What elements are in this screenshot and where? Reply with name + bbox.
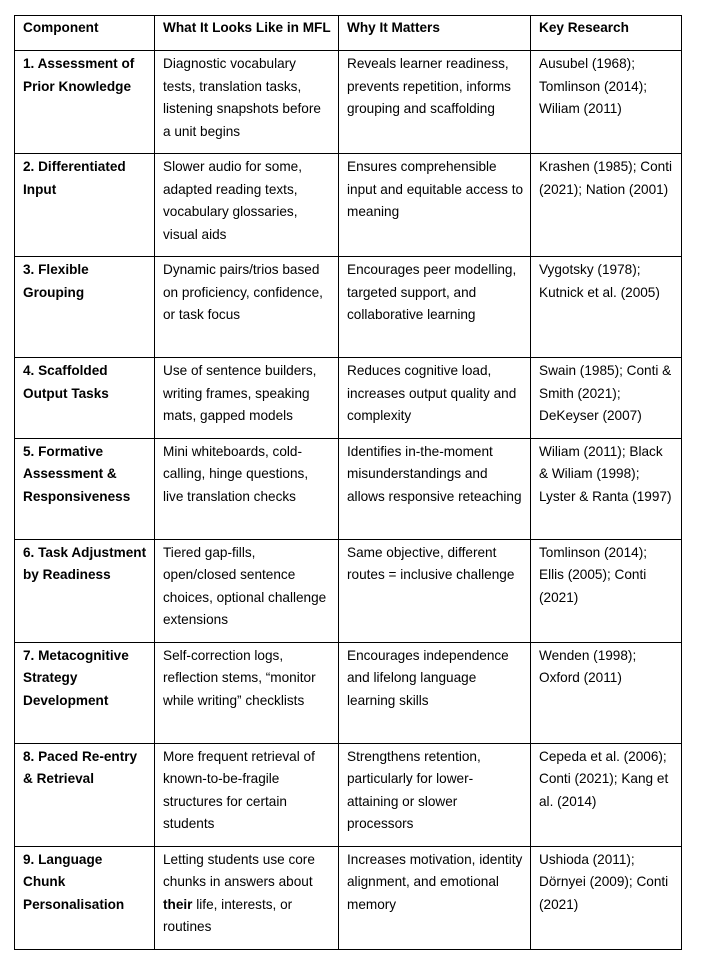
why-cell: Encourages peer modelling, targeted support, and collaborative learning (339, 257, 531, 358)
looks-like-cell: More frequent retrieval of known-to-be-fragile structures for certain students (155, 743, 339, 846)
why-cell: Reduces cognitive load, increases output quality and complexity (339, 358, 531, 439)
table-row (15, 358, 682, 439)
research-cell: Ausubel (1968); Tomlinson (2014); Wiliam (2011) (531, 51, 682, 154)
why-cell: Reveals learner readiness, prevents repetition, informs grouping and scaffolding (339, 51, 531, 154)
looks-like-text-start: Letting students use core chunks in answers about (163, 851, 315, 889)
looks-like-cell: Dynamic pairs/trios based on proficiency, confidence, or task focus (155, 257, 339, 358)
looks-like-text-end: life, interests, or routines (163, 896, 293, 934)
component-cell: 9. Language Chunk Personalisation (15, 846, 155, 949)
table-row (15, 51, 682, 154)
research-cell: Wiliam (2011); Black & Wiliam (1998); Lyster & Ranta (1997) (531, 438, 682, 539)
looks-like-cell: Mini whiteboards, cold-calling, hinge questions, live translation checks (155, 438, 339, 539)
research-cell: Cepeda et al. (2006); Conti (2021); Kang et al. (2014) (531, 743, 682, 846)
looks-like-cell: Diagnostic vocabulary tests, translation tasks, listening snapshots before a unit begins (155, 51, 339, 154)
header-why-it-matters: Why It Matters (339, 16, 531, 51)
header-looks-like: What It Looks Like in MFL (155, 16, 339, 51)
header-component: Component (15, 16, 155, 51)
component-cell: 5. Formative Assessment & Responsiveness (15, 438, 155, 539)
research-cell: Vygotsky (1978); Kutnick et al. (2005) (531, 257, 682, 358)
why-cell: Encourages independence and lifelong language learning skills (339, 642, 531, 743)
looks-like-cell: Self-correction logs, reflection stems, “monitor while writing” checklists (155, 642, 339, 743)
research-cell: Wenden (1998); Oxford (2011) (531, 642, 682, 743)
looks-like-cell (155, 846, 339, 949)
component-cell: 7. Metacognitive Strategy Development (15, 642, 155, 743)
component-cell: 6. Task Adjustment by Readiness (15, 539, 155, 642)
table-row (15, 257, 682, 358)
why-cell: Identifies in-the-moment misunderstandings and allows responsive reteaching (339, 438, 531, 539)
why-cell: Ensures comprehensible input and equitable access to meaning (339, 154, 531, 257)
component-cell: 1. Assessment of Prior Knowledge (15, 51, 155, 154)
research-cell: Krashen (1985); Conti (2021); Nation (2001) (531, 154, 682, 257)
why-cell: Strengthens retention, particularly for lower-attaining or slower processors (339, 743, 531, 846)
header-key-research: Key Research (531, 16, 682, 51)
header-row (15, 16, 682, 51)
research-cell: Tomlinson (2014); Ellis (2005); Conti (2021) (531, 539, 682, 642)
research-cell: Swain (1985); Conti & Smith (2021); DeKeyser (2007) (531, 358, 682, 439)
looks-like-cell: Slower audio for some, adapted reading texts, vocabulary glossaries, visual aids (155, 154, 339, 257)
research-table (14, 15, 682, 950)
table-row (15, 846, 682, 949)
table-row (15, 539, 682, 642)
looks-like-cell: Use of sentence builders, writing frames, speaking mats, gapped models (155, 358, 339, 439)
research-cell: Ushioda (2011); Dörnyei (2009); Conti (2021) (531, 846, 682, 949)
component-cell: 4. Scaffolded Output Tasks (15, 358, 155, 439)
table-row (15, 743, 682, 846)
why-cell: Same objective, different routes = inclusive challenge (339, 539, 531, 642)
table-row (15, 642, 682, 743)
table-row (15, 438, 682, 539)
component-cell: 8. Paced Re-entry & Retrieval (15, 743, 155, 846)
component-cell: 2. Differentiated Input (15, 154, 155, 257)
table-row (15, 154, 682, 257)
looks-like-emphasis: their (163, 896, 193, 912)
why-cell: Increases motivation, identity alignment, and emotional memory (339, 846, 531, 949)
component-cell: 3. Flexible Grouping (15, 257, 155, 358)
looks-like-cell: Tiered gap-fills, open/closed sentence choices, optional challenge extensions (155, 539, 339, 642)
